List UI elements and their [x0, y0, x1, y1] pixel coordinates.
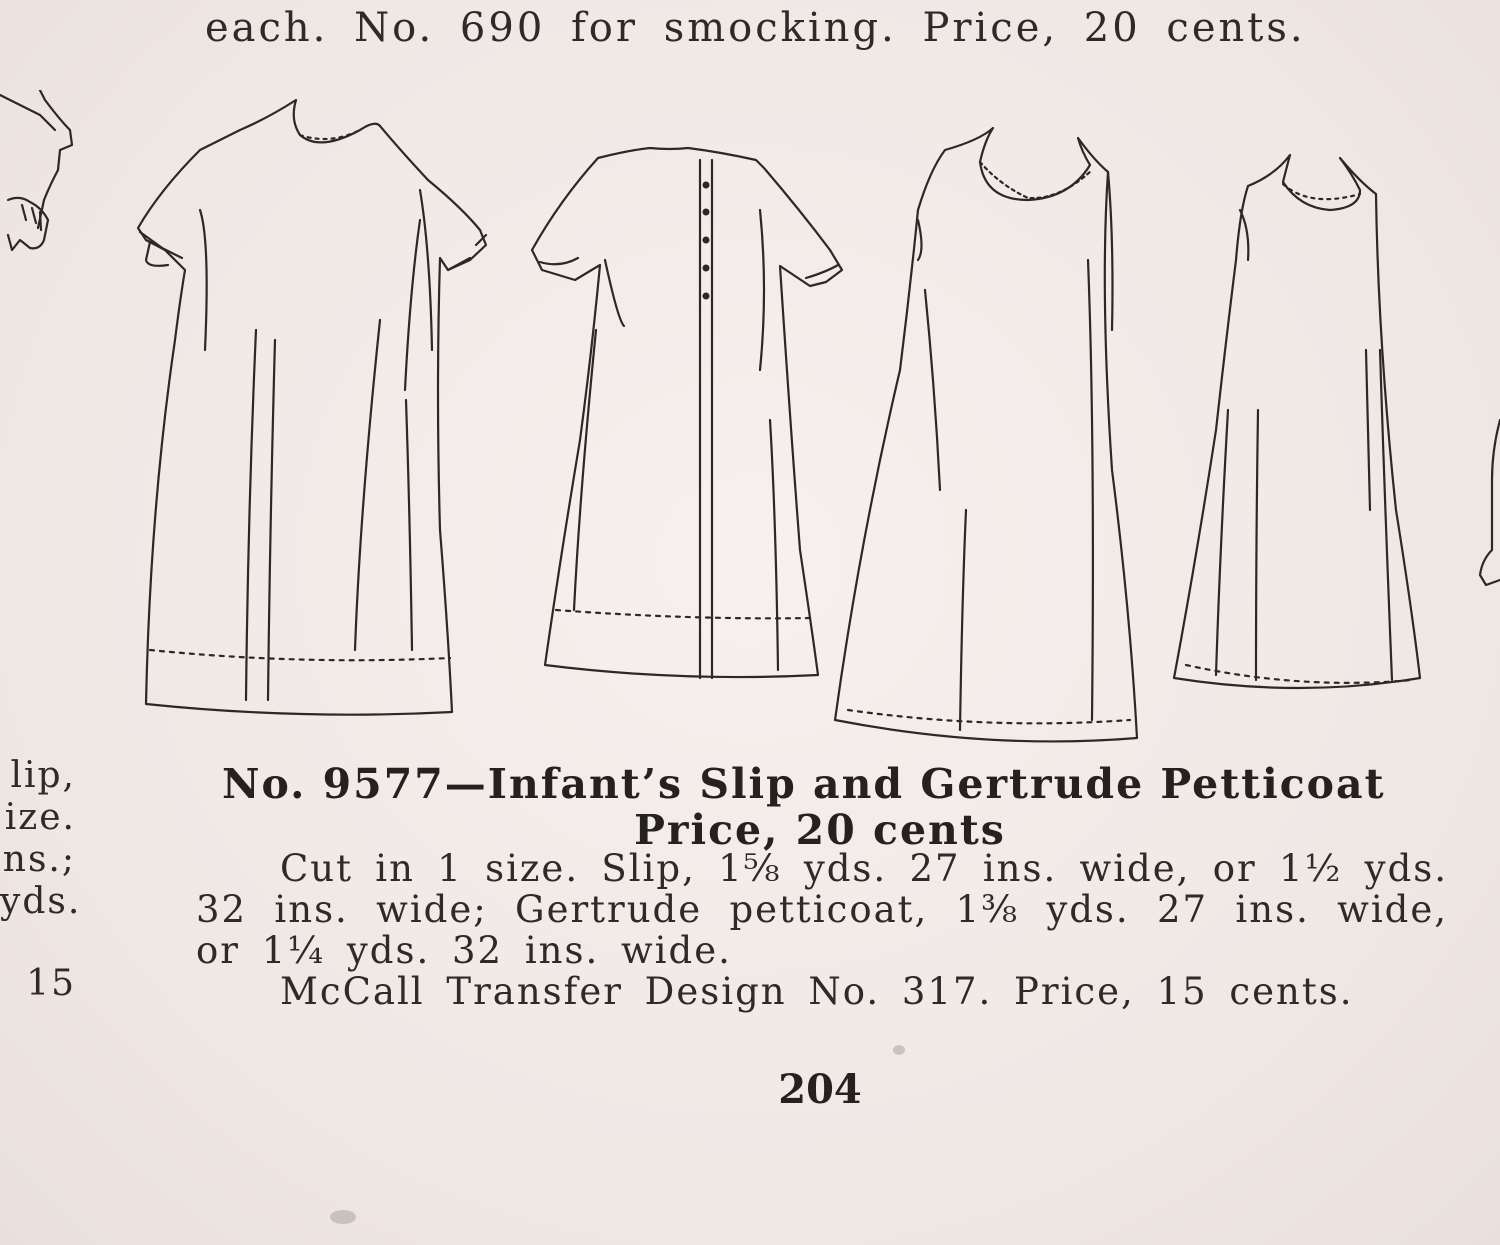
petticoat-front-illustration — [835, 128, 1137, 741]
petticoat-back-illustration — [1174, 155, 1420, 688]
page-number: 204 — [778, 1066, 862, 1113]
pattern-price: Price, 20 cents — [634, 806, 1006, 854]
left-line-3: ns.; — [2, 839, 76, 880]
infant-slip-back-illustration — [532, 148, 842, 678]
yardage-paragraph: Cut in 1 size. Slip, 1⅝ yds. 27 ins. wide, or 1½ yds. 32 ins. wide; Gertrude petticoat, 1⅜ yds. 27 ins. wide, or 1¼ yds. 32 ins. wide. — [196, 847, 1448, 972]
top-text-block — [205, 0, 1495, 56]
pattern-title: No. 9577—Infant’s Slip and Gertrude Petticoat — [222, 760, 1386, 808]
paper-speck — [330, 1210, 356, 1224]
paper-speck — [893, 1045, 905, 1055]
left-line-2: ize. — [4, 797, 76, 838]
transfer-design-paragraph: McCall Transfer Design No. 317. Price, 15 cents. — [280, 970, 1354, 1013]
infant-slip-front-illustration — [138, 100, 486, 715]
pattern-description — [196, 848, 1448, 1012]
partial-left-figure-illustration — [0, 90, 72, 250]
left-line-5: 15 — [26, 963, 76, 1004]
left-line-4: yds. — [0, 881, 82, 922]
left-column-fragment — [0, 755, 90, 1005]
slip-buttons-illustration — [703, 182, 710, 300]
garment-illustrations — [0, 90, 1500, 760]
top-text-line: each. No. 690 for smocking. Price, 20 cents. — [205, 5, 1306, 51]
left-line-1: lip, — [10, 755, 76, 796]
partial-right-figure-illustration — [1480, 420, 1500, 585]
